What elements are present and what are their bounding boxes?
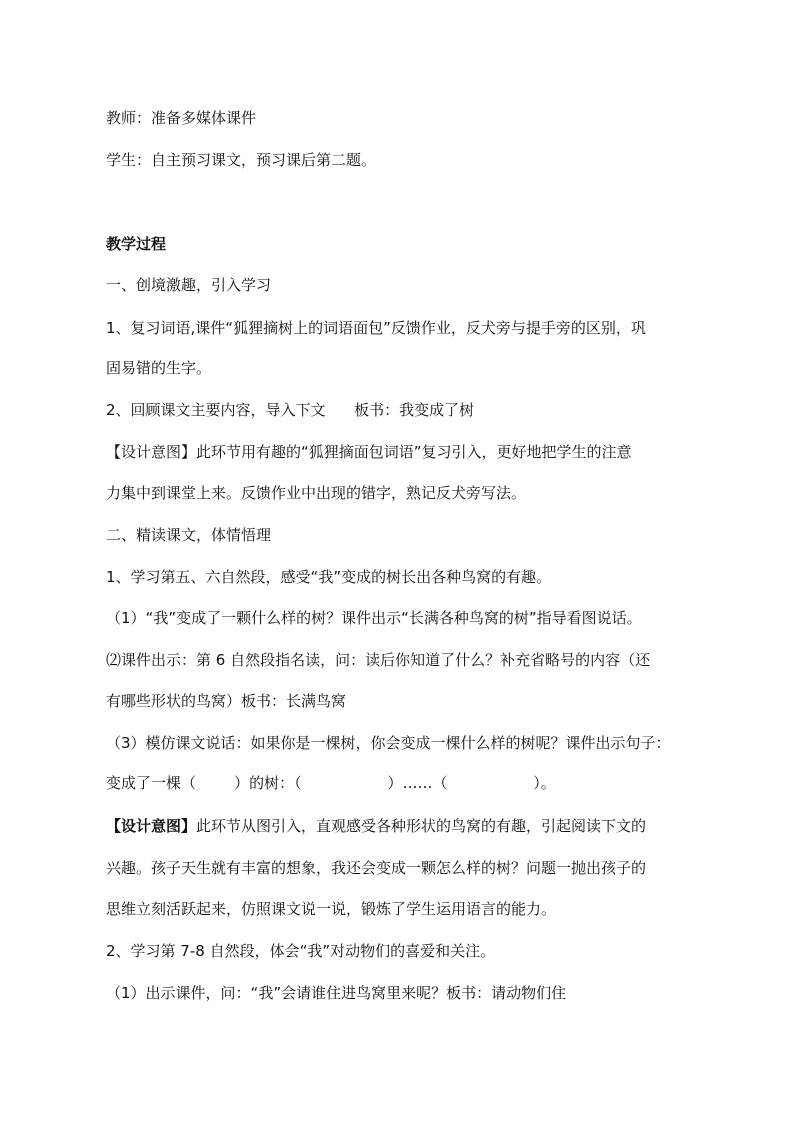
design-intent-label: 【设计意图】 (106, 443, 197, 461)
section2-sub3-line1: （3）模仿课文说话：如果你是一棵树，你会变成一棵什么样的树呢？课件出示句子： (106, 734, 671, 752)
section2-sub2-line1: ⑵课件出示：第 6 自然段指名读，问：读后你知道了什么？补充省略号的内容（还 (106, 651, 651, 669)
section2-item2-sub1: （1）出示课件，问：“我”会请谁住进鸟窝里来呢？板书：请动物们住 (106, 984, 567, 1002)
section1-item1-line1: 1、复习词语,课件“狐狸摘树上的词语面包”反馈作业，反犬旁与提手旁的区别，巩 (106, 319, 646, 337)
section1-title: 一、创境激趣，引入学习 (106, 276, 272, 294)
student-prep-line: 学生：自主预习课文，预习课后第二题。 (106, 151, 377, 169)
section2-design-intent-line2: 兴趣。孩子天生就有丰富的想象，我还会变成一颗怎么样的树？问题一抛出孩子的 (106, 859, 647, 877)
section2-item1: 1、学习第五、六自然段，感受“我”变成的树长出各种鸟窝的有趣。 (106, 568, 552, 586)
section2-design-intent-line1 (106, 816, 706, 836)
design-intent-label: 【设计意图】 (106, 817, 197, 835)
section-heading: 教学过程 (106, 235, 167, 253)
section2-design-intent-line3: 思维立刻活跃起来，仿照课文说一说，锻炼了学生运用语言的能力。 (106, 900, 557, 918)
section2-sub1: （1）“我”变成了一颗什么样的树？课件出示“长满各种鸟窝的树”指导看图说话。 (106, 609, 642, 627)
section1-item1-line2: 固易错的生字。 (106, 359, 212, 377)
design-intent-text: 此环节用有趣的“狐狸摘面包词语”复习引入，更好地把学生的注意 (196, 443, 632, 461)
design-intent-text: 此环节从图引入，直观感受各种形状的鸟窝的有趣，引起阅读下文的 (196, 817, 647, 835)
section1-design-intent-line1 (106, 442, 706, 462)
teacher-prep-line: 教师：准备多媒体课件 (106, 109, 257, 127)
section2-sub2-line2: 有哪些形状的鸟窝）板书：长满鸟窝 (106, 692, 347, 710)
section1-design-intent-line2: 力集中到课堂上来。反馈作业中出现的错字，熟记反犬旁写法。 (106, 484, 527, 502)
section1-item2: 2、回顾课文主要内容，导入下文 板书：我变成了树 (106, 401, 475, 419)
section2-item2: 2、学习第 7-8 自然段，体会“我”对动物们的喜爱和关注。 (106, 942, 496, 960)
section2-title: 二、精读课文，体情悟理 (106, 526, 272, 544)
section2-sub3-line2: 变成了一棵（ ）的树：（ ）……（ ）。 (106, 774, 556, 792)
